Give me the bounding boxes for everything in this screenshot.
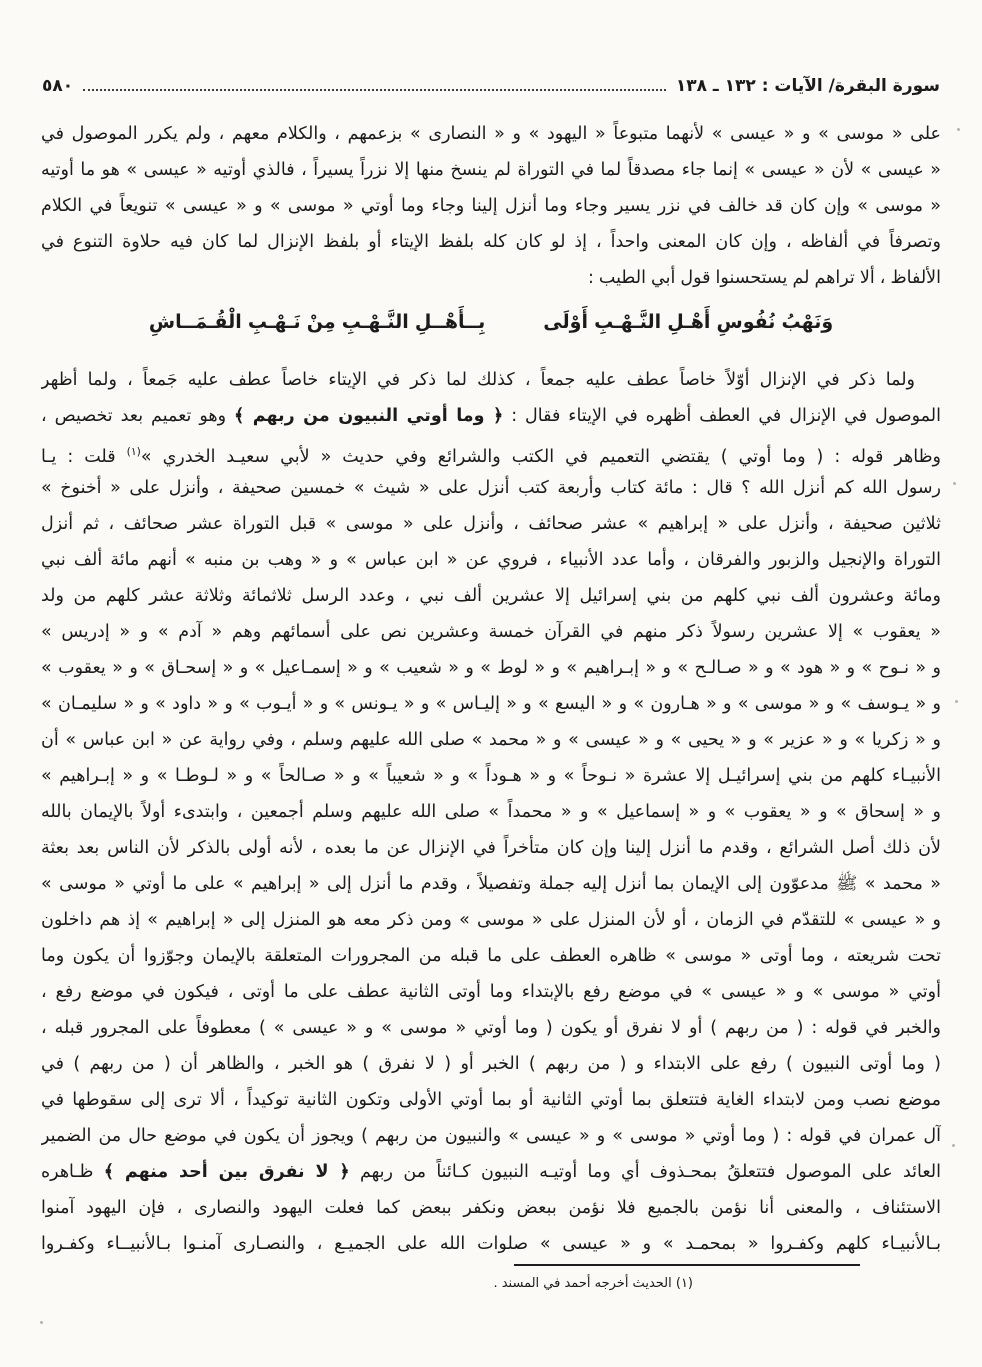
scan-artifact: [40, 1321, 43, 1324]
text-line: [41, 1118, 941, 1154]
text-line: [41, 362, 941, 398]
footnote-marker: (١): [126, 445, 141, 458]
text-segment: و « يـوسف » و « موسى » و « هـارون » و « اليسع » و « إليـاس » و « يـونس » و « أيـوب » و « داود » و « سليمـان »: [41, 694, 941, 714]
text-line: [41, 1226, 941, 1262]
text-segment: التوراة والإنجيل والزبور والفرقان ، وأما عدد الأنبياء ، فروي عن « ابن عباس » و « وهب بن منبه » أنهم مائة ألف نبي: [41, 550, 941, 570]
text-line: [41, 974, 941, 1010]
text-segment: موضع نصب ومن لابتداء الغاية فتتعلق بما أوتي الثانية أو بما أوتي الأولى وتكون الثانية توكيداً ، ألا ترى إلى سقوطها في: [41, 1090, 941, 1110]
text-segment: وهو تعميم بعد تخصيص ،: [41, 406, 235, 426]
text-segment: وتصرفاً في ألفاظه ، وإن كان المعنى واحداً ، إذ لو كان كله بلفظ الإيتاء أو بلفظ الإنزال لما كان فيه حلاوة التنوع في: [41, 232, 941, 252]
text-line: [41, 902, 941, 938]
text-segment: الاستئناف ، والمعنى أنا نؤمن بالجميع فلا نؤمن ببعض ونكفر ببعض كما فعلت اليهود والنصارى ، فإن اليهود آمنوا: [41, 1198, 941, 1218]
text-segment: و « نـوح » و « هود » و « صـالـح » و « إبـراهيم » و « لوط » و « شعيب » و « إسمـاعيل » و « إسحـاق » و « يعقوب »: [41, 658, 941, 678]
hemistich: بِــأَهْــلِ النَّـهْـبِ مِنْ نَـهْـبِ الْقُـمَــاشِ: [148, 311, 486, 333]
text-line: [41, 506, 941, 542]
body-lines: [41, 116, 941, 1262]
text-segment: آل عمران في قوله : ( وما أوتي « موسى » و « عيسى » والنبيون من ربهم ) ويجوز أن يكون في موضع حال من الضمير: [41, 1126, 941, 1146]
text-segment: الأنبيـاء كلهم من بني إسرائيـل إلا عشرة « نـوحاً » و « هـوداً » و « شعيباً » و « صـالحاً » و « لـوطـا » و « إبـراهيم »: [41, 766, 941, 786]
text-segment: وظاهر قوله : ( وما أوتي ) يقتضي التعميم في الكتب والشرائع وفي حديث « لأبي سعيـد الخدري »: [140, 446, 941, 467]
text-segment: « موسى » وإن كان قد خالف في نزر يسير وجاء وما أنزل إلينا وجاء وما أوتي « موسى » و « عيسى » تنويعاً في الكلام: [41, 196, 941, 216]
dotted-leader: [83, 77, 666, 91]
text-segment: تحت شريعته ، وما أوتى « موسى » ظاهره العطف على ما قبله من المجرورات المتعلقة بالإيمان وجوّزوا أن يكون وما: [41, 946, 941, 966]
text-segment: ولما ذكر في الإنزال أوّلاً خاصاً عطف عليه جمعاً ، كذلك لما ذكر في الإيتاء خاصاً عطف عليه جَمعاً ، ولما أظهر: [41, 370, 915, 390]
chapter-title: سورة البقرة/ الآيات : ١٣٢ ـ ١٣٨: [675, 76, 940, 96]
text-line: [41, 224, 941, 260]
text-segment: « عيسى » لأن « عيسى » إنما جاء مصدقاً لما في التوراة لم ينسخ منها إلا نزراً يسيراً ، فالذي أوتيه « عيسى » هو ما أوتيه: [41, 160, 941, 180]
text-segment: و « زكريا » و « عزير » و « يحيى » و « عيسى » و « محمد » صلى الله عليهم وسلم ، وفي رواية عن « ابن عباس » أن: [41, 730, 941, 750]
scan-artifact: [955, 700, 958, 703]
text-segment: « محمد » ﷺ مدعوّون إلى الإيمان بما أنزل إليه جملة وتفصيلاً ، وقدم ما أنزل إلى « إبراهيم » على ما أوتي « موسى »: [41, 874, 941, 894]
text-line: [41, 434, 941, 470]
text-segment: أوتي « موسى » و « عيسى » في موضع رفع بالإبتداء وما أوتى الثانية عطف على ما أوتى ، فيكون في موضع رفع ،: [41, 982, 941, 1002]
text-line: [41, 542, 941, 578]
page-header: [42, 76, 940, 96]
text-line: [41, 152, 941, 188]
text-line: [41, 1010, 941, 1046]
text-line: [41, 650, 941, 686]
text-segment: بـالأنبيـاء كلهم وكفـروا « بمحمـد » و « عيسى » صلوات الله على الجميـع ، والنصـارى آمنـوا بـالأنبيــاء وكفـروا: [41, 1234, 941, 1254]
text-segment: رسول الله كم أنزل الله ؟ قال : مائة كتاب وأربعة كتب أنزل على « شيث » خمسين صحيفة ، وأنزل على « أخنوخ »: [41, 478, 941, 498]
text-segment: « يعقوب » إلا عشرين رسولاً ذكر منهم في القرآن خمسة وعشرين نص على أسمائهم وهم « آدم » و « إدريس »: [41, 622, 941, 642]
text-line: [41, 1190, 941, 1226]
text-line: [41, 722, 941, 758]
text-segment: ومائة وعشرون ألف نبي كلهم من بني إسرائيل إلا عشرين ألف نبي ، وعدد الرسل ثلاثمائة وثلاثة عشر كلهم من ولد: [41, 586, 941, 606]
scan-artifact: [953, 482, 956, 485]
text-line: [41, 614, 941, 650]
text-line: [41, 398, 941, 434]
text-line: [41, 830, 941, 866]
text-segment: و « إسحاق » و « يعقوب » و « إسماعيل » و « محمداً » صلى الله عليهم وسلم أجمعين ، وابتدىء أولاً بالإيمان بالله: [41, 802, 941, 822]
text-segment: والخبر في قوله : ( من ربهم ) أو لا نفرق أو يكون ( وما أوتي « موسى » و « عيسى » ) معطوفاً على المجرور قبله ،: [41, 1018, 941, 1038]
text-line: [41, 938, 941, 974]
text-segment: ثلاثين صحيفة ، وأنزل على « إبراهيم » عشر صحائف ، وأنزل على « موسى » قبل التوراة عشر صحائف ، ثم أنزل: [41, 514, 941, 534]
text-segment: قلت : يـا: [41, 446, 127, 467]
text-line: [41, 758, 941, 794]
hemistich: وَنَهْبُ نُفُوسِ أَهْـلِ النَّـهْـبِ أَوْلَى: [543, 311, 834, 333]
footnote-divider: [514, 1264, 860, 1266]
text-segment: العائد على الموصول فتتعلقُ بمحـذوف أي وما أوتيـه النبيون كـائناً من ربهم: [349, 1162, 941, 1182]
text-segment: ( وما أوتى النبيون ) رفع على الابتداء و ( من ربهم ) الخبر أو ( لا نفرق ) هو الخبر ، والظاهر أن ( من ربهم ) في: [41, 1054, 941, 1074]
quran-quote: ﴿ لا نفرق بين أحد منهم ﴾: [103, 1162, 350, 1182]
scan-artifact: [957, 128, 960, 131]
text-line: [41, 794, 941, 830]
text-line: [41, 188, 941, 224]
text-line: [41, 470, 941, 506]
footnote-text: (١) الحديث أخرجه أحمد في المسند .: [493, 1276, 693, 1291]
text-line: [41, 578, 941, 614]
text-line: [41, 1046, 941, 1082]
text-line: [41, 1082, 941, 1118]
quran-quote: ﴿ وما أوتي النبيون من ربهم ﴾: [234, 406, 504, 426]
text-segment: الموصول في الإنزال في العطف أظهره في الإيتاء فقال :: [503, 406, 941, 426]
text-segment: الألفاظ ، ألا تراهم لم يستحسنوا قول أبي الطيب :: [587, 268, 941, 288]
text-line: [41, 116, 941, 152]
poetry-verse: [41, 302, 941, 342]
text-segment: لأن ذلك أصل الشرائع ، وقدم ما أنزل إلينا وإن كان متأخراً في الإنزال عن ما بعده ، لأنه أولى بالذكر لأن الناس بعد بعثة: [41, 838, 941, 858]
text-line: [41, 686, 941, 722]
text-segment: على « موسى » و « عيسى » لأنهما متبوعاً « اليهود » و « النصارى » بزعمهم ، والكلام معهم ، ولم يكرر الموصول في: [41, 124, 941, 144]
text-line: [41, 260, 941, 296]
text-line: [41, 1154, 941, 1190]
scan-artifact: [952, 1144, 955, 1147]
text-segment: و « عيسى » للتقدّم في الزمان ، أو لأن المنزل على « موسى » ومن ذكر معه هو المنزل إلى « إبراهيم » إذ هم داخلون: [41, 910, 941, 930]
page-number: ٥٨٠: [42, 76, 74, 96]
text-line: [41, 866, 941, 902]
text-segment: ظـاهره: [41, 1162, 104, 1182]
